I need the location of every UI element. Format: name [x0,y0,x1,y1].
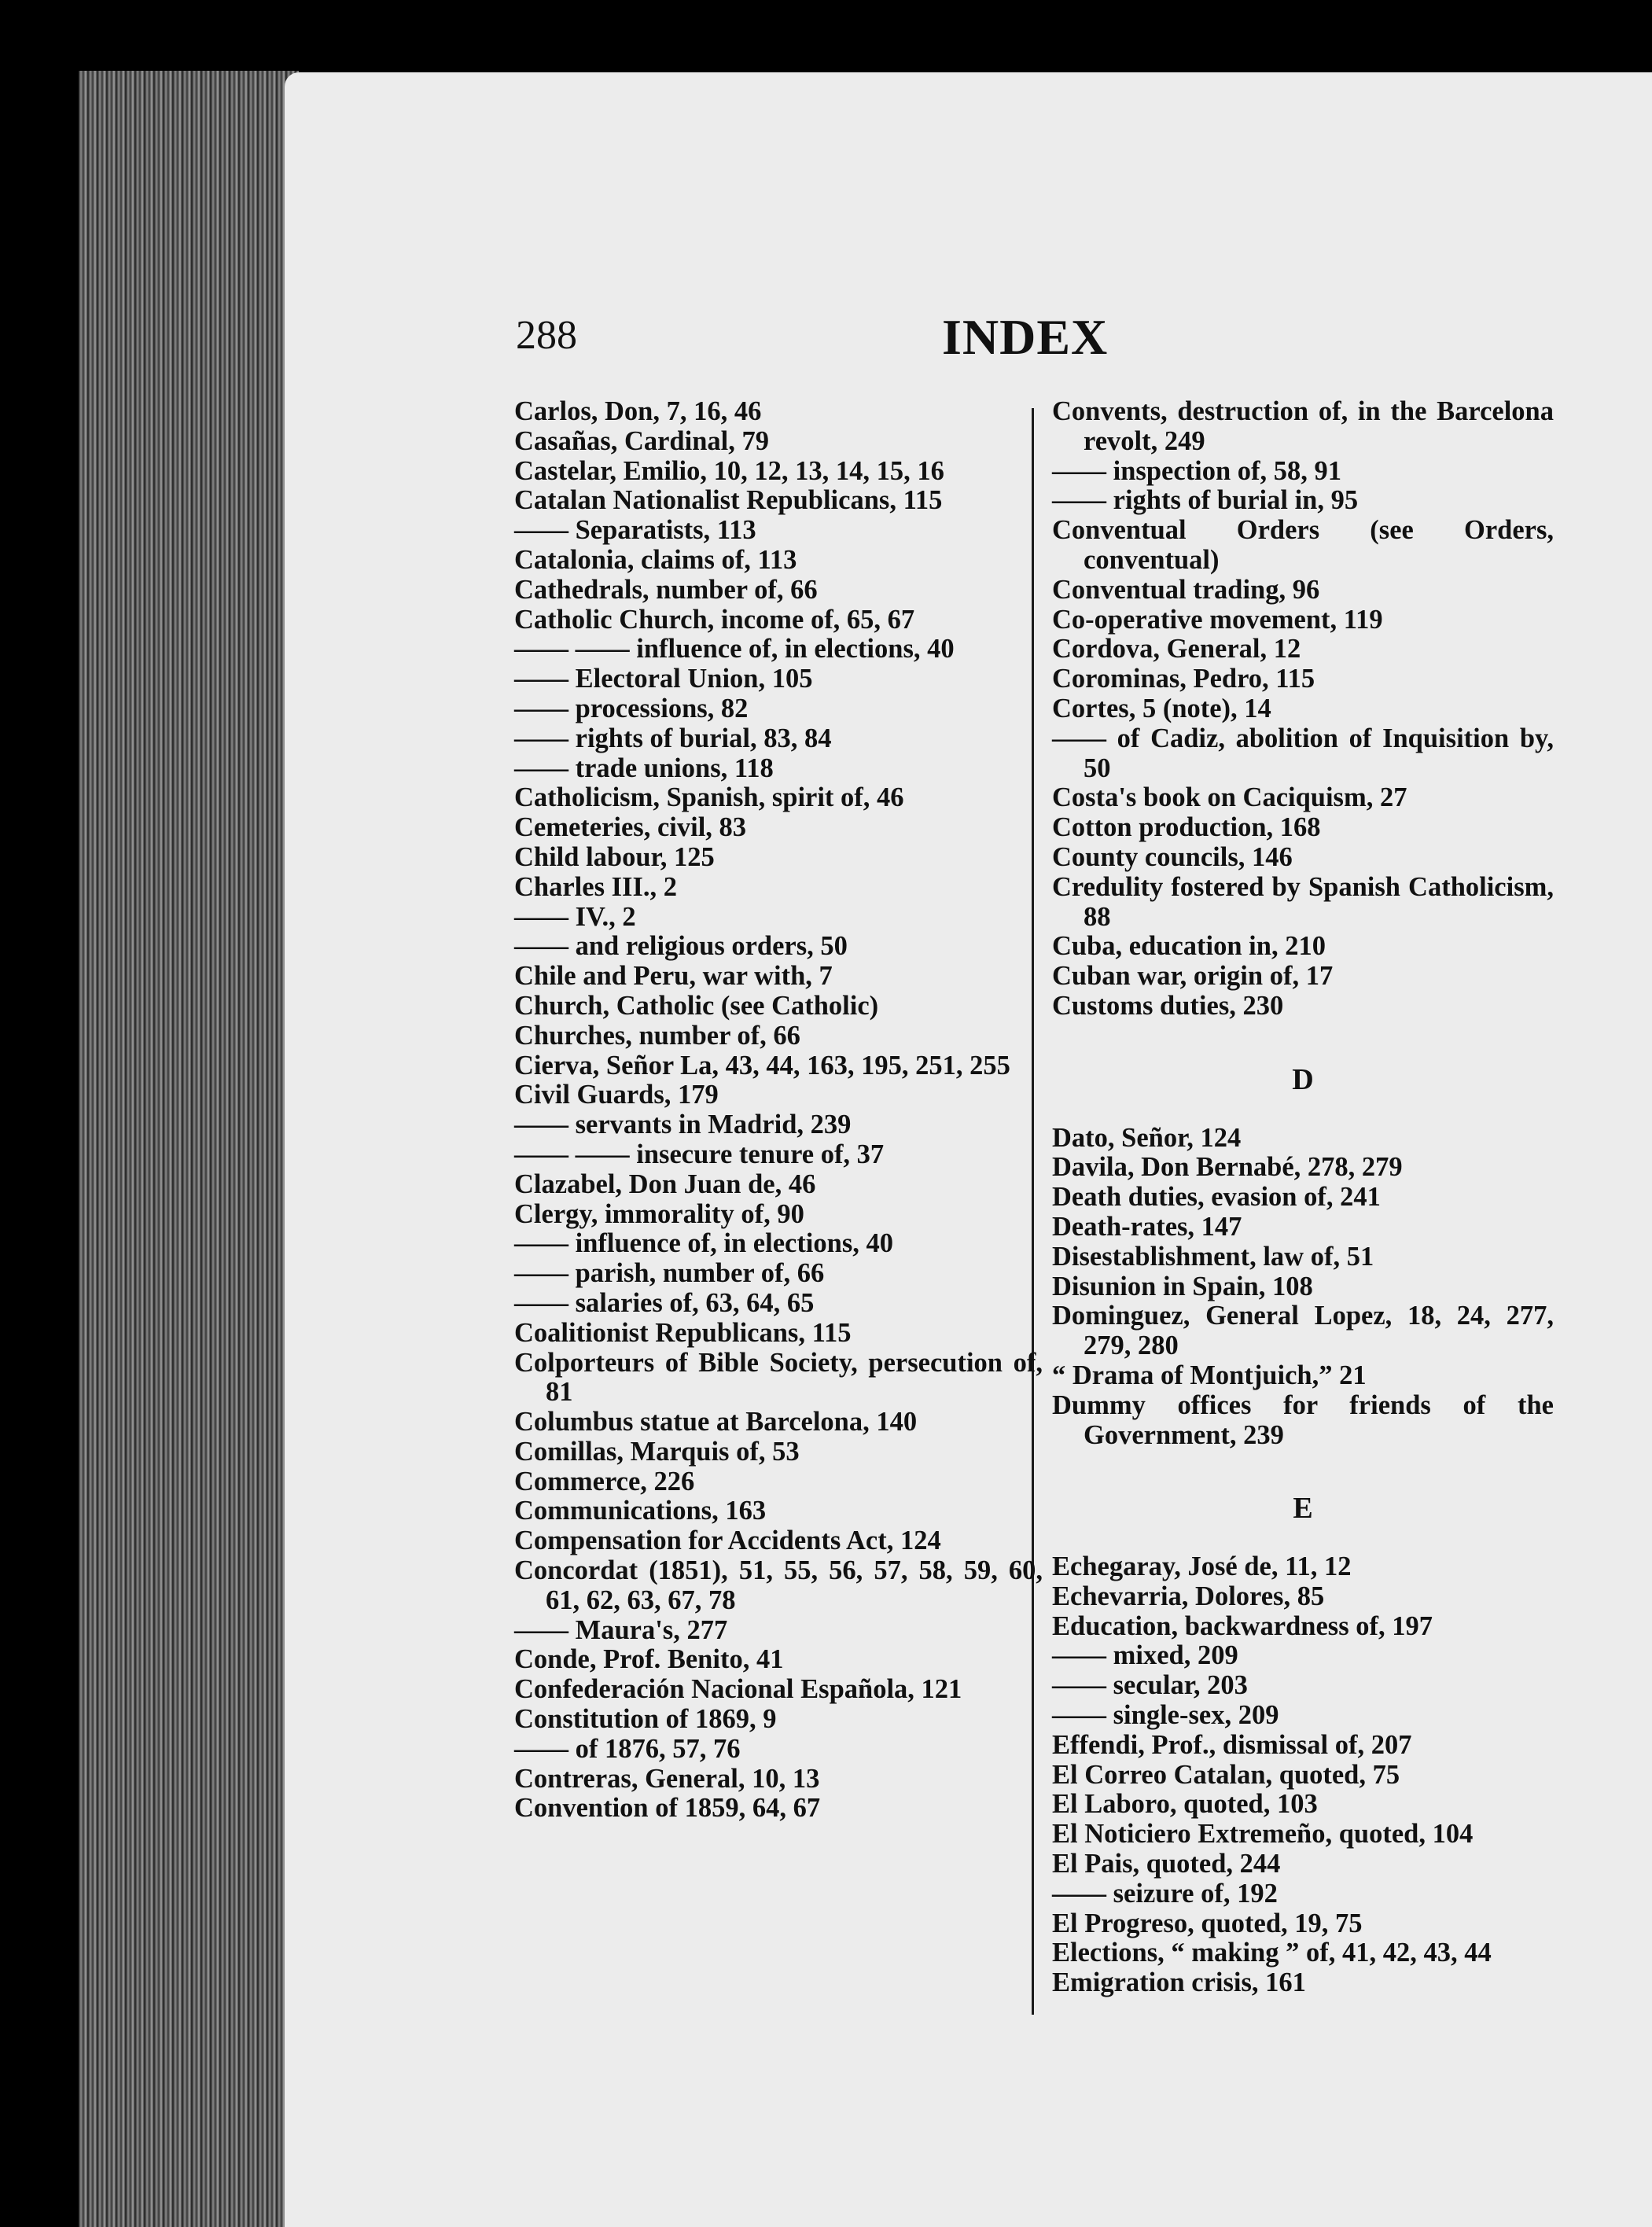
index-entry: —— of Cadiz, abolition of Inquisition by, 50 [1052,723,1554,783]
index-entry: Echevarria, Dolores, 85 [1052,1581,1325,1611]
index-entry: Casañas, Cardinal, 79 [514,425,769,456]
index-entry: Death-rates, 147 [1052,1211,1242,1242]
index-entry: Cathedrals, number of, 66 [514,574,818,605]
index-entry: —— parish, number of, 66 [514,1258,825,1289]
index-entry: Cemeteries, civil, 83 [514,812,747,843]
index-entry: Cierva, Señor La, 43, 44, 163, 195, 251, 255 [514,1050,1010,1080]
index-entry: Clazabel, Don Juan de, 46 [514,1169,816,1199]
index-entry: Dummy offices for friends of the Government, 239 [1052,1390,1554,1450]
index-entry: Education, backwardness of, 197 [1052,1610,1433,1641]
index-entry: Cortes, 5 (note), 14 [1052,693,1271,723]
index-entry: Coalitionist Republicans, 115 [514,1317,852,1348]
index-entry: Churches, number of, 66 [514,1020,800,1051]
index-entry: —— rights of burial in, 95 [1052,485,1359,516]
index-entry: Corominas, Pedro, 115 [1052,664,1315,694]
index-entry: —— inspection of, 58, 91 [1052,455,1342,486]
index-entry: Chile and Peru, war with, 7 [514,961,833,992]
index-entry: —— IV., 2 [514,901,636,932]
index-entry: —— single-sex, 209 [1052,1700,1279,1731]
index-entry: Davila, Don Bernabé, 278, 279 [1052,1152,1403,1183]
index-entry: “ Drama of Montjuich,” 21 [1052,1360,1367,1390]
index-entry: Castelar, Emilio, 10, 12, 13, 14, 15, 16 [514,455,944,486]
index-entry: —— rights of burial, 83, 84 [514,723,832,753]
index-entry: —— servants in Madrid, 239 [514,1110,852,1140]
index-entry: —— salaries of, 63, 64, 65 [514,1287,815,1318]
index-entry: —— processions, 82 [514,693,749,723]
index-entry: Carlos, Don, 7, 16, 46 [514,396,762,426]
index-entry: El Noticiero Extremeño, quoted, 104 [1052,1819,1474,1850]
index-entry: Comillas, Marquis of, 53 [514,1436,800,1467]
index-entry: Disunion in Spain, 108 [1052,1271,1313,1301]
book-page [285,72,1652,2227]
index-entry: Costa's book on Caciquism, 27 [1052,782,1407,813]
index-entry: Communications, 163 [514,1496,767,1526]
index-entry: —— Maura's, 277 [514,1614,728,1645]
index-entry: Contreras, General, 10, 13 [514,1763,820,1794]
index-entry: Catalonia, claims of, 113 [514,544,797,575]
index-entry: —— Separatists, 113 [514,515,756,546]
index-entry: El Pais, quoted, 244 [1052,1849,1281,1879]
index-entry: Dominguez, General Lopez, 18, 24, 277, 279, 280 [1052,1301,1554,1361]
index-entry: Conventual Orders (see Orders, conventual) [1052,515,1554,575]
index-entry: Church, Catholic (see Catholic) [514,990,879,1021]
section-letter-d: D [1292,1062,1314,1096]
index-entry: Dato, Señor, 124 [1052,1122,1242,1153]
index-entry: Cuba, education in, 210 [1052,931,1326,962]
index-entry: Commerce, 226 [514,1466,695,1496]
index-entry: Clergy, immorality of, 90 [514,1198,804,1229]
index-entry: El Correo Catalan, quoted, 75 [1052,1759,1400,1790]
index-entry: El Progreso, quoted, 19, 75 [1052,1908,1363,1938]
index-entry: Elections, “ making ” of, 41, 42, 43, 44 [1052,1938,1492,1968]
index-entry: —— influence of, in elections, 40 [514,1228,894,1259]
index-entry: Co-operative movement, 119 [1052,604,1383,635]
index-entry: El Laboro, quoted, 103 [1052,1789,1318,1820]
index-entry: Compensation for Accidents Act, 124 [514,1526,941,1556]
index-entry: —— trade unions, 118 [514,753,774,783]
page-number: 288 [516,313,577,358]
index-entry: Effendi, Prof., dismissal of, 207 [1052,1729,1412,1760]
index-entry: —— —— insecure tenure of, 37 [514,1139,885,1169]
index-entry: —— mixed, 209 [1052,1640,1238,1671]
index-entry: Death duties, evasion of, 241 [1052,1182,1381,1213]
index-entry: Conde, Prof. Benito, 41 [514,1644,784,1675]
index-entry: —— Electoral Union, 105 [514,664,813,694]
index-entry: Emigration crisis, 161 [1052,1967,1306,1998]
index-entry: Cuban war, origin of, 17 [1052,961,1334,992]
section-letter-e: E [1293,1492,1313,1526]
index-entry: —— —— influence of, in elections, 40 [514,634,955,664]
index-entry: Catholicism, Spanish, spirit of, 46 [514,782,904,813]
book-page-edges [79,71,299,2227]
index-entry: —— secular, 203 [1052,1670,1248,1701]
index-entry: Colporteurs of Bible Society, persecution of, 81 [514,1347,1043,1408]
index-entry: Convention of 1859, 64, 67 [514,1793,821,1824]
index-entry: —— of 1876, 57, 76 [514,1733,741,1764]
page-header [285,308,1652,371]
index-entry: Convents, destruction of, in the Barcelona revolt, 249 [1052,396,1554,456]
index-entry: Credulity fostered by Spanish Catholicism, 88 [1052,871,1554,932]
index-entry: —— and religious orders, 50 [514,931,848,962]
index-entry: Charles III., 2 [514,871,678,902]
index-entry: Catalan Nationalist Republicans, 115 [514,485,943,516]
index-entry: County councils, 146 [1052,841,1293,872]
index-entry: Customs duties, 230 [1052,990,1284,1021]
index-entry: Civil Guards, 179 [514,1080,719,1110]
index-entry: Echegaray, José de, 11, 12 [1052,1552,1352,1582]
index-entry: Confederación Nacional Española, 121 [514,1674,962,1705]
index-entry: Disestablishment, law of, 51 [1052,1241,1374,1272]
index-column-right [1052,397,1554,1998]
page-title: INDEX [942,309,1109,365]
index-entry: Conventual trading, 96 [1052,574,1320,605]
index-entry: Constitution of 1869, 9 [514,1704,777,1735]
index-entry: Cordova, General, 12 [1052,634,1301,664]
index-entry: Child labour, 125 [514,841,715,872]
index-entry: Cotton production, 168 [1052,812,1321,843]
index-entry: Columbus statue at Barcelona, 140 [514,1407,918,1437]
index-entry: Concordat (1851), 51, 55, 56, 57, 58, 59, 60, 61, 62, 63, 67, 78 [514,1555,1043,1615]
index-entry: Catholic Church, income of, 65, 67 [514,604,915,635]
index-entry: —— seizure of, 192 [1052,1878,1278,1909]
